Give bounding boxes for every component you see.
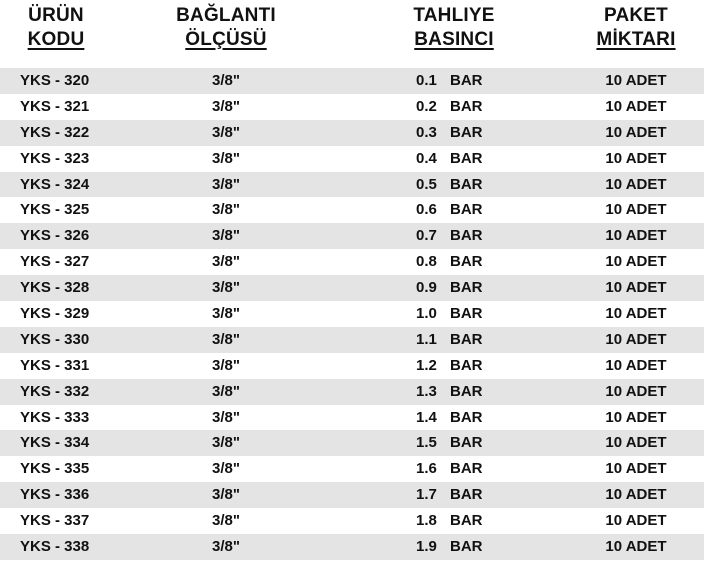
pressure-value: 1.7 [416,486,437,504]
table-row [0,120,704,146]
package-quantity-cell: 10 ADET [605,253,667,271]
connection-size-cell: 3/8" [212,434,240,452]
pressure-unit: BAR [450,460,483,478]
product-code-cell: YKS - 326 [20,227,90,245]
connection-size-cell: 3/8" [212,201,240,219]
pressure-value: 0.1 [416,72,437,89]
pressure-unit: BAR [450,279,483,297]
connection-size-cell: 3/8" [212,97,240,115]
pressure-unit: BAR [450,175,483,193]
header-connection-size [150,4,302,52]
product-code-cell: YKS - 332 [20,382,90,400]
header-relief-pressure [380,4,528,52]
product-code-cell: YKS - 336 [20,486,90,504]
package-quantity-cell: 10 ADET [605,434,667,452]
table-row [0,223,704,249]
table-row [0,68,704,94]
header-relief-pressure-line1: TAHLIYE [413,5,495,26]
pressure-unit: BAR [450,382,483,400]
header-connection-size-line2: ÖLÇÜSÜ [185,29,267,50]
relief-pressure-cell [416,275,506,301]
pressure-unit: BAR [450,149,483,167]
pressure-value: 0.8 [416,253,437,271]
package-quantity-cell: 10 ADET [605,227,667,245]
pressure-value: 1.6 [416,460,437,478]
package-quantity-cell: 10 ADET [605,408,667,426]
product-code-cell: YKS - 335 [20,460,90,478]
connection-size-cell: 3/8" [212,72,240,89]
table-row [0,172,704,198]
relief-pressure-cell [416,94,506,120]
header-product-code-line2: KODU [27,29,85,50]
product-code-cell: YKS - 322 [20,123,90,141]
relief-pressure-cell [416,223,506,249]
pressure-unit: BAR [450,486,483,504]
package-quantity-cell: 10 ADET [605,330,667,348]
pressure-value: 0.2 [416,97,437,115]
pressure-value: 1.1 [416,330,437,348]
table-row [0,327,704,353]
product-code-cell: YKS - 324 [20,175,90,193]
header-package-quantity-line2: MİKTARI [596,29,676,50]
pressure-unit: BAR [450,538,483,556]
header-connection-size-line1: BAĞLANTI [176,5,276,26]
pressure-value: 1.2 [416,356,437,374]
relief-pressure-cell [416,172,506,198]
package-quantity-cell: 10 ADET [605,175,667,193]
pressure-value: 1.4 [416,408,437,426]
pressure-value: 1.3 [416,382,437,400]
pressure-unit: BAR [450,356,483,374]
relief-pressure-cell [416,353,506,379]
pressure-value: 0.9 [416,279,437,297]
connection-size-cell: 3/8" [212,123,240,141]
package-quantity-cell: 10 ADET [605,149,667,167]
relief-pressure-cell [416,508,506,534]
header-product-code [0,4,112,52]
pressure-unit: BAR [450,227,483,245]
pressure-unit: BAR [450,512,483,530]
product-code-cell: YKS - 337 [20,512,90,530]
pressure-unit: BAR [450,408,483,426]
product-code-cell: YKS - 328 [20,279,90,297]
pressure-unit: BAR [450,253,483,271]
relief-pressure-cell [416,249,506,275]
pressure-unit: BAR [450,434,483,452]
table-row [0,379,704,405]
package-quantity-cell: 10 ADET [605,201,667,219]
connection-size-cell: 3/8" [212,149,240,167]
relief-pressure-cell [416,146,506,172]
package-quantity-cell: 10 ADET [605,97,667,115]
connection-size-cell: 3/8" [212,356,240,374]
pressure-value: 1.9 [416,538,437,556]
connection-size-cell: 3/8" [212,408,240,426]
package-quantity-cell: 10 ADET [605,305,667,323]
pressure-unit: BAR [450,201,483,219]
connection-size-cell: 3/8" [212,253,240,271]
relief-pressure-cell [416,379,506,405]
relief-pressure-cell [416,482,506,508]
relief-pressure-cell [416,120,506,146]
package-quantity-cell: 10 ADET [605,72,667,89]
relief-pressure-cell [416,456,506,482]
header-relief-pressure-line2: BASINCI [414,29,494,50]
product-code-cell: YKS - 338 [20,538,90,556]
relief-pressure-cell [416,430,506,456]
relief-pressure-cell [416,197,506,223]
relief-pressure-cell [416,405,506,431]
connection-size-cell: 3/8" [212,175,240,193]
table-row [0,430,704,456]
table-body [0,68,704,560]
product-code-cell: YKS - 321 [20,97,90,115]
header-product-code-line1: ÜRÜN [28,5,84,26]
connection-size-cell: 3/8" [212,382,240,400]
pressure-unit: BAR [450,123,483,141]
package-quantity-cell: 10 ADET [605,279,667,297]
header-package-quantity [568,4,704,52]
table-row [0,197,704,223]
connection-size-cell: 3/8" [212,330,240,348]
table-row [0,456,704,482]
table-row [0,249,704,275]
package-quantity-cell: 10 ADET [605,486,667,504]
pressure-value: 0.6 [416,201,437,219]
product-code-cell: YKS - 325 [20,201,90,219]
connection-size-cell: 3/8" [212,460,240,478]
table-row [0,94,704,120]
package-quantity-cell: 10 ADET [605,382,667,400]
table-row [0,405,704,431]
product-code-cell: YKS - 334 [20,434,90,452]
connection-size-cell: 3/8" [212,227,240,245]
connection-size-cell: 3/8" [212,538,240,556]
pressure-unit: BAR [450,305,483,323]
product-code-cell: YKS - 327 [20,253,90,271]
header-package-quantity-line1: PAKET [604,5,668,26]
pressure-value: 0.7 [416,227,437,245]
pressure-value: 1.8 [416,512,437,530]
pressure-value: 0.3 [416,123,437,141]
table-row [0,353,704,379]
connection-size-cell: 3/8" [212,486,240,504]
pressure-value: 1.0 [416,305,437,323]
connection-size-cell: 3/8" [212,512,240,530]
pressure-value: 0.5 [416,175,437,193]
table-row [0,275,704,301]
package-quantity-cell: 10 ADET [605,356,667,374]
product-code-cell: YKS - 320 [20,72,90,89]
table-header [0,4,704,66]
table-row [0,534,704,560]
pressure-unit: BAR [450,330,483,348]
package-quantity-cell: 10 ADET [605,512,667,530]
relief-pressure-cell [416,534,506,560]
pressure-unit: BAR [450,97,483,115]
connection-size-cell: 3/8" [212,305,240,323]
package-quantity-cell: 10 ADET [605,123,667,141]
pressure-value: 1.5 [416,434,437,452]
relief-pressure-cell [416,327,506,353]
product-code-cell: YKS - 323 [20,149,90,167]
product-code-cell: YKS - 330 [20,330,90,348]
package-quantity-cell: 10 ADET [605,460,667,478]
table-row [0,301,704,327]
table-row [0,146,704,172]
table-row [0,482,704,508]
connection-size-cell: 3/8" [212,279,240,297]
relief-pressure-cell [416,301,506,327]
product-code-cell: YKS - 331 [20,356,90,374]
table-row [0,508,704,534]
product-code-cell: YKS - 333 [20,408,90,426]
pressure-value: 0.4 [416,149,437,167]
package-quantity-cell: 10 ADET [605,538,667,556]
pressure-unit: BAR [450,72,483,89]
relief-pressure-cell [416,68,506,94]
product-code-cell: YKS - 329 [20,305,90,323]
